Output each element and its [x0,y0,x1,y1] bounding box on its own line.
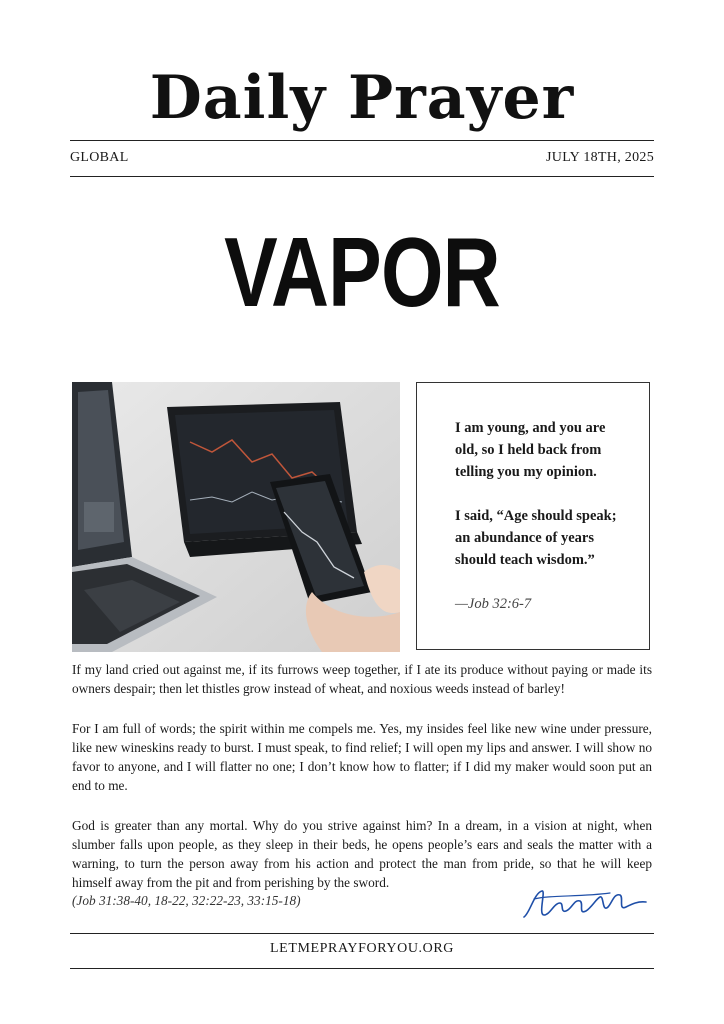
rule-bottom [70,176,654,177]
dateline-date: JULY 18TH, 2025 [546,150,654,165]
laptop-tablet-phone-icon [72,382,400,652]
signature-icon [520,885,650,925]
footer-rule-top [70,933,654,934]
quote-paragraph-1: I am young, and you are old, so I held back from telling you my opinion. [455,420,606,480]
scripture-quote-box [416,382,650,650]
scripture-citation: (Job 31:38-40, 18-22, 32:22-23, 33:15-18) [72,893,301,908]
footer-rule-bottom [70,968,654,969]
body-paragraph-2: For I am full of words; the spirit within me compels me. Yes, my insides feel like new wine under pressure, like new wineskins ready to burst. I must speak, to find relief; I will open my lips and answer. I will show no favor to anyone, and I will flatter no one; I don’t know how to flatter; if I did my maker would soon put an end to me. [72,721,652,793]
dateline [70,150,654,170]
dateline-region: GLOBAL [70,150,129,165]
rule-top [70,140,654,141]
body-paragraph-1: If my land cried out against me, if its furrows weep together, if I ate its produce without paying or made its owners despair; then let thistles grow instead of wheat, and noxious weeds instead of barley! [72,662,652,696]
headline: VAPOR [224,217,500,327]
masthead-title: Daily Prayer [149,63,575,133]
quote-reference: —Job 32:6-7 [455,596,532,612]
footer-website[interactable]: LETMEPRAYFORYOU.ORG [270,941,454,956]
article-photo [72,382,400,652]
article-body [72,660,652,913]
quote-paragraph-2: I said, “Age should speak; an abundance of years should teach wisdom.” [455,508,617,568]
body-paragraph-3: God is greater than any mortal. Why do you strive against him? In a dream, in a vision at night, when slumber falls upon people, as they sleep in their beds, he opens people’s ears and seals the matter with a warning, to turn the person away from his action and protect the man from pride, so that he will keep himself away from the pit and from perishing by the sword. [72,818,652,890]
